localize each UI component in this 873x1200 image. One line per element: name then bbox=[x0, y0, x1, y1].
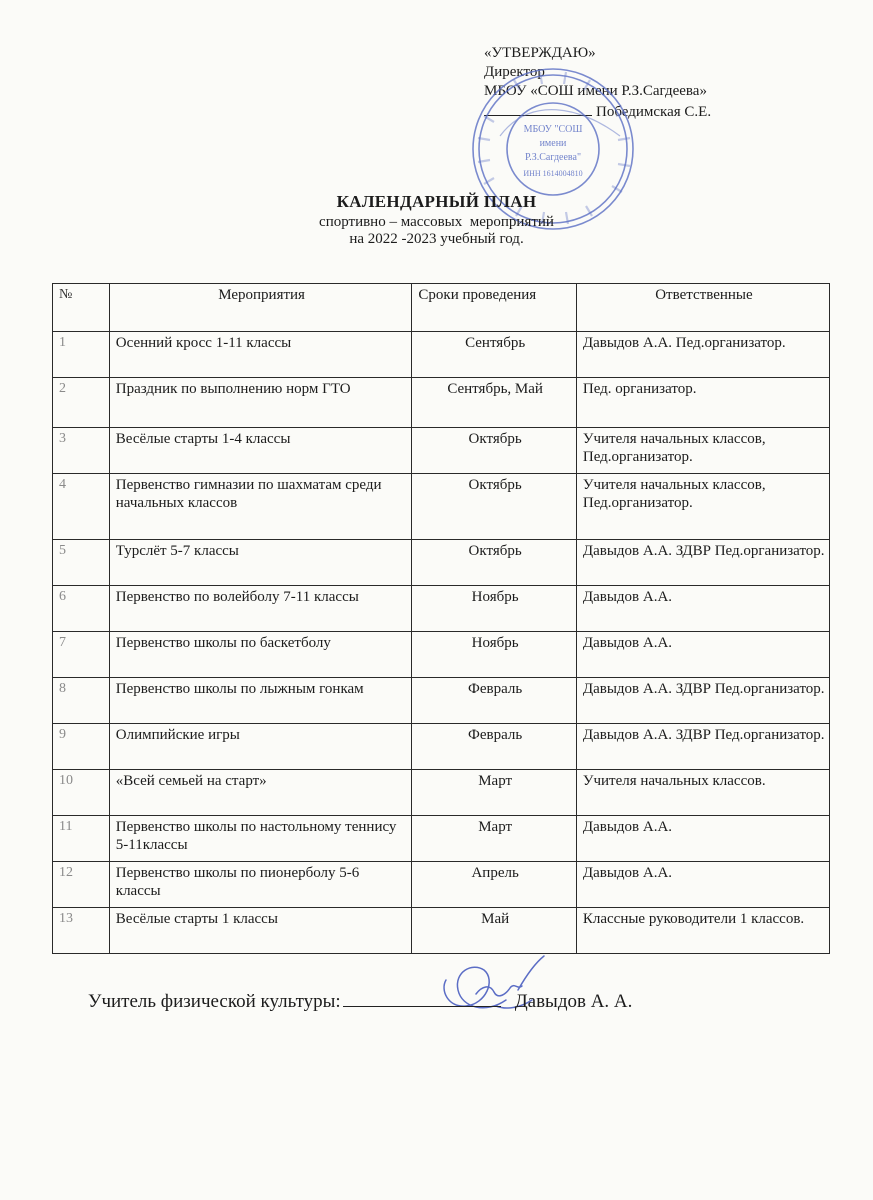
row-num: 2 bbox=[53, 378, 110, 428]
stamp-text-1: МБОУ "СОШ bbox=[523, 124, 583, 135]
row-num: 1 bbox=[53, 332, 110, 378]
footer-signature-line bbox=[88, 988, 632, 1013]
row-num: 7 bbox=[53, 632, 110, 678]
table-row bbox=[53, 586, 830, 632]
row-event: «Всей семьей на старт» bbox=[109, 770, 412, 816]
row-date: Февраль bbox=[412, 678, 576, 724]
director-name: Победимская С.Е. bbox=[596, 104, 712, 120]
row-resp: Давыдов А.А. bbox=[576, 862, 829, 908]
header-num: № bbox=[53, 284, 110, 332]
document-title: КАЛЕНДАРНЫЙ ПЛАН bbox=[336, 192, 537, 211]
row-date: Ноябрь bbox=[412, 632, 576, 678]
row-event: Первенство гимназии по шахматам среди начальных классов bbox=[109, 474, 412, 540]
table-row bbox=[53, 770, 830, 816]
row-event: Турслёт 5-7 классы bbox=[109, 540, 412, 586]
stamp-text-3: Р.З.Сагдеева" bbox=[524, 152, 582, 163]
stamp-inn: ИНН 1614004810 bbox=[523, 169, 583, 178]
row-event: Первенство по волейболу 7-11 классы bbox=[109, 586, 412, 632]
row-resp: Давыдов А.А. bbox=[576, 586, 829, 632]
row-num: 5 bbox=[53, 540, 110, 586]
row-resp: Давыдов А.А. bbox=[576, 816, 829, 862]
document-year: на 2022 -2023 учебный год. bbox=[349, 231, 524, 247]
row-num: 4 bbox=[53, 474, 110, 540]
header-date: Сроки проведения bbox=[412, 284, 576, 332]
table-row bbox=[53, 332, 830, 378]
table-row bbox=[53, 378, 830, 428]
row-event: Праздник по выполнению норм ГТО bbox=[109, 378, 412, 428]
table-row bbox=[53, 428, 830, 474]
table-header-row bbox=[53, 284, 830, 332]
row-date: Октябрь bbox=[412, 540, 576, 586]
row-event: Первенство школы по баскетболу bbox=[109, 632, 412, 678]
table-row bbox=[53, 816, 830, 862]
approval-school: МБОУ «СОШ имени Р.З.Сагдеева» bbox=[484, 83, 707, 99]
row-resp: Классные руководители 1 классов. bbox=[576, 908, 829, 954]
footer-label: Учитель физической культуры: bbox=[88, 991, 341, 1012]
approval-heading: «УТВЕРЖДАЮ» bbox=[484, 45, 596, 61]
row-date: Октябрь bbox=[412, 428, 576, 474]
row-date: Сентябрь, Май bbox=[412, 378, 576, 428]
row-resp: Давыдов А.А. Пед.организатор. bbox=[576, 332, 829, 378]
row-event: Первенство школы по лыжным гонкам bbox=[109, 678, 412, 724]
row-date: Март bbox=[412, 770, 576, 816]
row-num: 3 bbox=[53, 428, 110, 474]
document-heading bbox=[0, 192, 873, 248]
approval-position: Директор bbox=[484, 64, 545, 80]
row-num: 13 bbox=[53, 908, 110, 954]
row-resp: Пед. организатор. bbox=[576, 378, 829, 428]
row-date: Февраль bbox=[412, 724, 576, 770]
table-row bbox=[53, 678, 830, 724]
row-date: Ноябрь bbox=[412, 586, 576, 632]
header-event: Мероприятия bbox=[109, 284, 412, 332]
row-num: 11 bbox=[53, 816, 110, 862]
row-num: 8 bbox=[53, 678, 110, 724]
row-date: Сентябрь bbox=[412, 332, 576, 378]
table-row bbox=[53, 632, 830, 678]
row-num: 12 bbox=[53, 862, 110, 908]
document-subtitle: спортивно – массовых мероприятий bbox=[319, 214, 554, 230]
row-date: Октябрь bbox=[412, 474, 576, 540]
table-row bbox=[53, 724, 830, 770]
stamp-text-2: имени bbox=[539, 138, 567, 149]
row-resp: Давыдов А.А. ЗДВР Пед.организатор. bbox=[576, 540, 829, 586]
row-resp: Учителя начальных классов. bbox=[576, 770, 829, 816]
row-resp: Давыдов А.А. bbox=[576, 632, 829, 678]
row-num: 9 bbox=[53, 724, 110, 770]
row-num: 6 bbox=[53, 586, 110, 632]
table-row bbox=[53, 474, 830, 540]
events-table bbox=[52, 283, 830, 954]
row-date: Апрель bbox=[412, 862, 576, 908]
signature-blank bbox=[343, 988, 501, 1007]
row-event: Первенство школы по пионерболу 5-6 классы bbox=[109, 862, 412, 908]
row-event: Первенство школы по настольному теннису 5-11классы bbox=[109, 816, 412, 862]
row-event: Олимпийские игры bbox=[109, 724, 412, 770]
row-event: Весёлые старты 1-4 классы bbox=[109, 428, 412, 474]
row-date: Май bbox=[412, 908, 576, 954]
row-num: 10 bbox=[53, 770, 110, 816]
row-resp: Давыдов А.А. ЗДВР Пед.организатор. bbox=[576, 724, 829, 770]
table-row bbox=[53, 540, 830, 586]
table-row bbox=[53, 908, 830, 954]
row-resp: Давыдов А.А. ЗДВР Пед.организатор. bbox=[576, 678, 829, 724]
row-event: Весёлые старты 1 классы bbox=[109, 908, 412, 954]
row-resp: Учителя начальных классов, Пед.организатор. bbox=[576, 474, 829, 540]
teacher-name: Давыдов А. А. bbox=[514, 991, 633, 1012]
header-resp: Ответственные bbox=[576, 284, 829, 332]
row-date: Март bbox=[412, 816, 576, 862]
table-row bbox=[53, 862, 830, 908]
row-event: Осенний кросс 1-11 классы bbox=[109, 332, 412, 378]
row-resp: Учителя начальных классов, Пед.организатор. bbox=[576, 428, 829, 474]
